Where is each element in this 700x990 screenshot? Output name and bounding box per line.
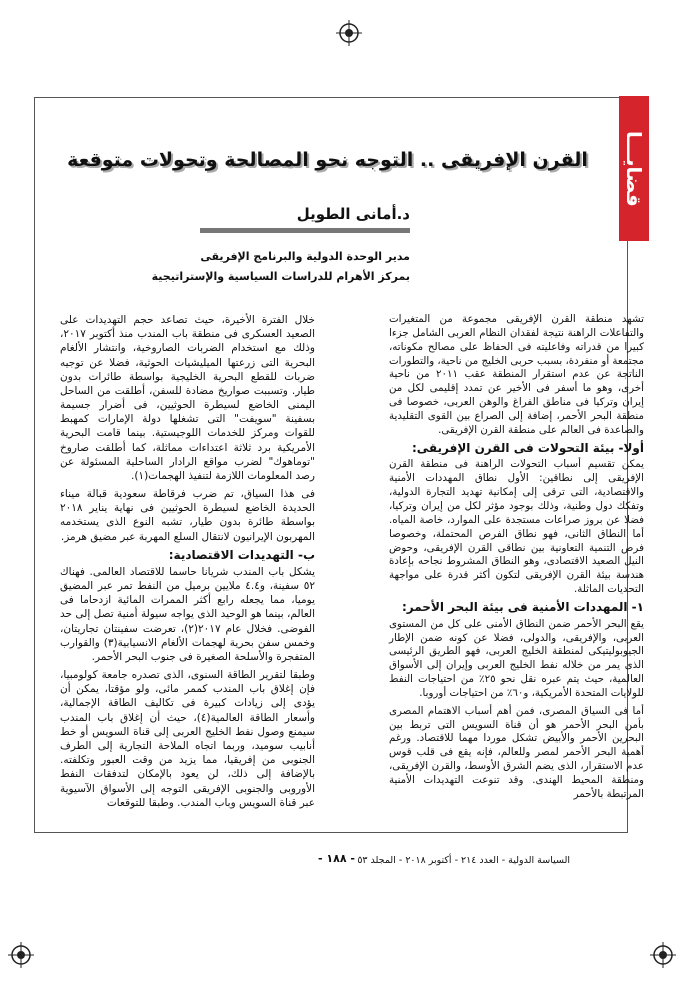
body-paragraph: وطبقا لتقرير الطاقة السنوى، الذى تصدره جامعة كولومبيا، فإن إغلاق باب المندب كممر مائى، ولو مؤقتا، يمكن أن يؤدى إلى زيادات كبيرة فى تكاليف الطاقة الإجمالية، وأسعار الطاقة العالمية(٤)، حيث أن إغلاق باب المندب سيمنع وصول نفط الخليج العربى إلى قناة السويس أو خط أنابيب سوميد، وربما اتجاه الملاحة التجارية إلى الطرف الجنوبى من إفريقيا، مما يزيد من وقت العبور وتكلفته. بالإضافة إلى ذلك، لن يعود بالإمكان لتدفقات النفط الأوروبى والجنوبى الإفريقى التوجه إلى الأسواق الآسيوية عبر قناة السويس وباب المندب. وطبقا للتوقعات: [60, 669, 315, 809]
body-paragraph: يمكن تقسيم أسباب التحولات الراهنة فى منطقة القرن الإفريقى إلى نطاقين: الأول نطاق المهددات الأمنية والاقتصادية، التى ترقى إلى إمكانية تهديد التجارة الدولية، وتفكك دول وطنية، وذلك بوجود مؤثر لكل من إيران وتركيا، فضلا عن بروز صراعات مستجدة على الموارد، خاصة المياه. أما النطاق الثانى، فهو نطاق الفرص المحتملة، وخصوصا فرص التنمية التعاونية بين نطاقى القرن الإفريقى، وحوض النيل الصعيد الاقتصادى، وهو النطاق المشروط نجاحه بإعادة هندسة بيئة القرن الإفريقى لتكون أكثر قدرة على مواجهة التحديات الماثلة.: [389, 458, 644, 596]
article-headline: القرن الإفريقى .. التوجه نحو المصالحة وتحولات متوقعة: [67, 149, 588, 171]
author-affiliation-line-1: مدير الوحدة الدولية والبرنامج الإفريقى: [200, 250, 410, 263]
body-paragraph: فى هذا السياق، تم ضرب فرقاطة سعودية قبالة ميناء الحديدة الخاضع لسيطرة الحوثيين فى نهاية يناير ٢٠١٨ بواسطة طائرة بدون طيار، تشبه النوع الذى يستخدمه المهربون الإيرانيون لانتقال السلع المهربة عبر مضيق هرمز.: [60, 488, 315, 543]
subsection-heading: ب- التهديدات الاقتصادية:: [168, 547, 315, 562]
author-name: د.أمانى الطويل: [296, 205, 410, 223]
body-paragraph: يقع البحر الأحمر ضمن النطاق الأمنى على كل من المستوى العربى، والإفريقى، والدولى، فضلا عن كونه ضمن الإطار الجيوبوليتيكى لمنطقة الخليج العربى، فهو الطريق الرئيسى الذى يمر من خلاله نفط الخليج العربى وإيران إلى الأسواق العالمية، حيث يتم عبره نقل نحو ٢٥٪ من احتياجات النفط للولايات المتحدة الأمريكية، و٦٠٪ من احتياجات أوروبا.: [389, 617, 644, 699]
registration-mark-top: [336, 20, 362, 46]
section-heading: أولا- بيئة التحولات فى القرن الإفريقى:: [411, 440, 644, 455]
journal-footer: السياسة الدولية - العدد ٢١٤ - أكتوبر ٢٠١٨ - المجلد ٥٣: [357, 855, 570, 866]
article-column-left: [60, 313, 315, 814]
registration-mark-bottom-left: [8, 942, 34, 968]
author-affiliation-line-2: بمركز الأهرام للدراسات السياسية والإستراتيجية: [151, 270, 410, 283]
subsection-heading: ١- المهددات الأمنية فى بيئة البحر الأحمر:: [402, 599, 644, 614]
page-number: - ١٨٨ -: [318, 852, 355, 865]
section-tab: [619, 96, 649, 241]
body-paragraph: أما فى السياق المصرى، فمن أهم أسباب الاهتمام المصرى بأمن البحر الأحمر هو أن قناة السويس التى تربط بين البحرين الأحمر والأبيض تشكل موردا مهما للاقتصاد. ورغم أهمية البحر الأحمر لمصر وللعالم، فإنه يقع فى قلب قوس عدم الاستقرار، الذى يضم الشرق الأوسط، والقرن الإفريقى، ومنطقة المحيط الهندى. وقد تنوعت التهديدات الأمنية المرتبطة بالأحمر: [389, 704, 644, 800]
author-underline: [200, 228, 410, 233]
body-paragraph: خلال الفترة الأخيرة، حيث تصاعد حجم التهديدات على الصعيد العسكرى فى منطقة باب المندب منذ أكتوبر ٢٠١٧، وذلك مع استخدام الضربات الصاروخية، وانتشار الألغام البحرية التى زرعتها الميليشيات الحوثية، فضلا عن توجيه ضربات للقطع البحرية الخليجية بواسطة طائرات بدون طيار. وتسببت صواريخ مضادة للسفن، أطلقت من الساحل اليمنى الخاضع لسيطرة الحوثيين، فى أضرار جسيمة بسفينة "سويفت" التى تشغلها دولة الإمارات كمهبط للقوات ومركز للخدمات اللوجيستية. بينما قامت البحرية الأمريكية برد ثلاثة اعتداءات مماثلة، كما أطلقت صاروخ "توماهوك" لضرب مواقع الرادار الساحلية المسئولة عن رصد المعلومات اللازمة لتنفيذ الهجمات(١).: [60, 314, 315, 482]
registration-mark-bottom-right: [650, 942, 676, 968]
body-paragraph: يشكل باب المندب شريانا حاسما للاقتصاد العالمى. فهناك ٥٢ سفينة، و٤.٤ ملايين برميل من النفط تمر عبر المضيق يوميا، مما يجعله رابع أكثر الممرات المائية ازدحاما فى العالم، بينما هو الوحيد الذى يواجه سيولة أمنية تصل إلى حد الفوضى. فخلال عام ٢٠١٧(٢)، تعرضت سفينتان تجاريتان، وخمس سفن بحرية لهجمات الألغام الانسيابية(٣) والقوارب المتفجرة والأسلحة الصغيرة فى جنوب البحر الأحمر.: [60, 565, 316, 663]
article-column-right: [389, 313, 644, 806]
section-tab-label: قضايـــا: [622, 130, 646, 207]
intro-paragraph: تشهد منطقة القرن الإفريقى مجموعة من المتغيرات والتفاعلات الراهنة نتيجة لفقدان النظام العربى الشامل جزءا كبيرا من قدراته وفاعليته فى الحفاظ على مصالح مكوناته، مجتمعة أو منفردة، بسبب حربى الخليج من ناحية، والتطورات الناتجة عن عدم استقرار المنطقة عقب ٢٠١١ من ناحية أخرى، وهو ما أسفر فى الأخير عن تمدد إقليمى لكل من إيران وتركيا فى مناطق الفراغ والوهن العربى، خصوصا فى منطقة البحر الأحمر، إضافة إلى الصراع بين القوى التقليدية والصاعدة فى العالم على منطقة القرن الإفريقى.: [389, 313, 644, 436]
